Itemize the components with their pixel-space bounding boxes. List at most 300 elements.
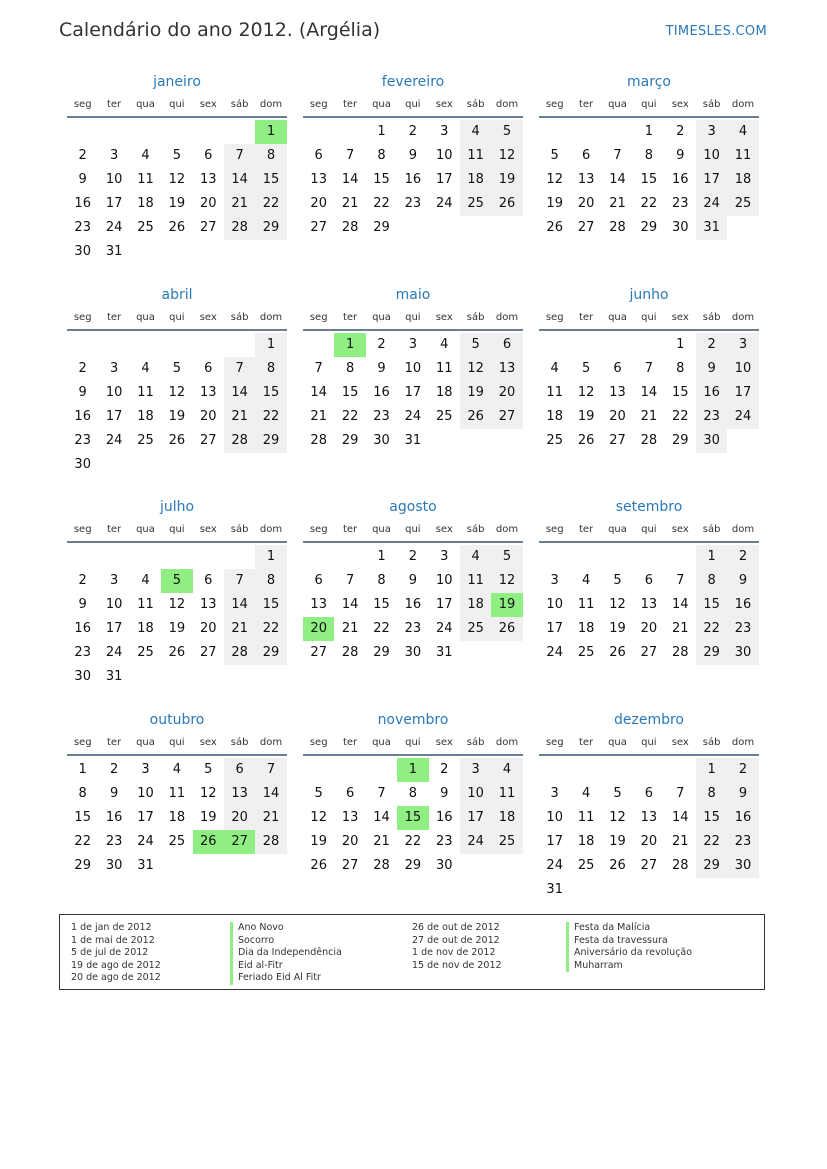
day-cell: 1 [696,545,727,569]
week-row [67,617,287,641]
day-cell: 7 [676,573,685,588]
day-cell: 10 [460,782,491,806]
weekday-label: sex [671,99,689,110]
day-cell: 9 [78,597,87,612]
weekday-header [67,734,287,756]
week-row [539,333,759,357]
week-row [67,665,287,689]
empty-day-cell [224,240,255,264]
weekday-header [303,96,523,118]
day-cell: 6 [204,573,213,588]
month-title: abril [161,287,193,303]
day-cell: 30 [727,641,758,665]
day-cell: 19 [577,409,595,424]
empty-day-cell [429,216,460,240]
weekday-label: qui [405,737,421,748]
weekday-label: qui [169,524,185,535]
day-cell: 27 [640,645,658,660]
weekday-label: qua [136,524,155,535]
day-cell: 4 [581,573,591,588]
legend-holiday-name: Aniversário da revolução [566,947,692,960]
day-cell: 28 [341,220,359,235]
empty-day-cell [98,333,129,357]
day-cell: 15 [74,810,91,825]
day-cell: 15 [397,806,428,830]
day-cell: 9 [408,573,417,588]
day-cell: 12 [609,597,626,612]
day-cell: 24 [546,645,563,660]
legend-holiday-name: Feriado Eid Al Fitr [230,972,342,985]
week-row [67,216,287,240]
weekday-label: dom [495,99,519,110]
week-row [303,168,523,192]
day-cell: 12 [546,172,563,187]
day-cell: 19 [168,621,186,636]
week-row [539,617,759,641]
empty-day-cell [130,333,161,357]
empty-day-cell [491,429,522,453]
day-cell: 31 [105,244,123,259]
day-cell: 16 [404,597,422,612]
day-cell: 6 [224,758,255,782]
day-cell: 24 [435,621,453,636]
empty-day-cell [193,453,224,477]
legend-date: 1 de mai de 2012 [71,934,155,946]
week-row [67,405,287,429]
day-cell: 27 [640,858,658,873]
empty-day-cell [130,545,161,569]
empty-day-cell [193,120,224,144]
week-row [67,429,287,453]
month-fevereiro [303,72,523,240]
day-cell: 13 [199,172,217,187]
day-cell: 30 [671,220,689,235]
day-cell: 11 [727,144,758,168]
weekday-label: sex [199,99,217,110]
day-cell: 1 [377,124,386,139]
day-cell: 30 [404,645,422,660]
day-cell: 11 [577,810,595,825]
day-cell: 20 [303,617,334,641]
weekday-label: dom [259,524,283,535]
week-row [67,192,287,216]
weekday-label: ter [342,312,358,323]
empty-day-cell [161,333,192,357]
week-row [539,569,759,593]
day-cell: 4 [550,361,559,376]
weekday-label: qua [136,312,155,323]
day-cell: 14 [255,782,286,806]
weekday-label: ter [106,524,122,535]
weekday-label: qui [641,524,657,535]
weekday-label: dom [495,524,519,535]
day-cell: 4 [727,120,758,144]
month-outubro [67,710,287,878]
day-cell: 5 [460,333,491,357]
day-cell: 10 [546,597,563,612]
day-cell: 29 [640,220,658,235]
weekday-label: ter [342,737,358,748]
week-row [303,333,523,357]
weekday-label: seg [309,737,328,748]
day-cell: 18 [577,621,595,636]
day-cell: 2 [676,124,685,139]
empty-day-cell [161,665,192,689]
day-cell: 11 [168,786,186,801]
day-cell: 22 [373,621,390,636]
legend-holiday-name: Festa da travessura [566,935,692,948]
week-row [539,593,759,617]
day-cell: 1 [78,762,87,777]
holiday-legend [59,914,765,990]
legend-holiday-name: Muharram [566,960,692,973]
empty-day-cell [224,453,255,477]
empty-day-cell [130,665,161,689]
day-cell: 28 [640,433,658,448]
day-cell: 24 [546,858,563,873]
weekday-label: sáb [702,737,721,748]
day-cell: 20 [491,381,522,405]
day-cell: 21 [255,806,286,830]
day-cell: 13 [199,597,217,612]
day-cell: 30 [696,429,727,453]
day-cell: 8 [345,361,355,376]
day-cell: 29 [74,858,91,873]
day-cell: 11 [546,385,563,400]
empty-day-cell [696,878,727,902]
day-cell: 29 [696,854,727,878]
day-cell: 9 [696,357,727,381]
day-cell: 4 [141,361,150,376]
day-cell: 5 [613,786,622,801]
empty-day-cell [161,453,192,477]
day-cell: 15 [373,172,390,187]
day-cell: 9 [440,786,449,801]
empty-day-cell [539,758,570,782]
day-cell: 1 [255,333,286,357]
day-cell: 17 [105,409,123,424]
weekday-label: sex [199,737,217,748]
day-cell: 16 [727,806,758,830]
day-cell: 13 [577,172,595,187]
day-cell: 18 [460,593,491,617]
day-cell: 3 [550,573,559,588]
empty-day-cell [193,665,224,689]
week-row [303,405,523,429]
day-cell: 6 [314,148,323,163]
month-setembro [539,497,759,665]
day-cell: 19 [609,834,626,849]
day-cell: 10 [105,597,123,612]
day-cell: 14 [341,597,359,612]
day-cell: 29 [404,858,422,873]
empty-day-cell [491,854,522,878]
day-cell: 13 [199,385,217,400]
month-title: agosto [389,499,437,515]
week-row [67,854,287,878]
day-cell: 25 [460,617,491,641]
day-cell: 2 [78,361,87,376]
legend-names-left [230,922,342,985]
day-cell: 8 [696,569,727,593]
week-row [67,806,287,830]
weekday-label: qua [608,99,627,110]
weekday-label: sáb [230,737,249,748]
week-row [303,782,523,806]
day-cell: 7 [345,148,355,163]
weekday-label: sex [435,737,453,748]
day-cell: 14 [373,810,390,825]
day-cell: 3 [440,124,449,139]
day-cell: 30 [373,433,390,448]
day-cell: 23 [105,834,123,849]
empty-day-cell [633,545,664,569]
day-cell: 18 [137,621,154,636]
day-cell: 16 [696,381,727,405]
empty-day-cell [303,333,334,357]
legend-holiday-name: Festa da Malícia [566,922,692,935]
day-cell: 28 [224,429,255,453]
week-row [67,569,287,593]
empty-day-cell [633,758,664,782]
day-cell: 5 [550,148,559,163]
day-cell: 17 [435,597,453,612]
week-row [67,782,287,806]
weekday-label: ter [342,524,358,535]
day-cell: 6 [581,148,591,163]
day-cell: 16 [671,172,689,187]
day-cell: 16 [74,196,91,211]
month-janeiro [67,72,287,264]
week-row [539,429,759,453]
empty-day-cell [491,641,522,665]
day-cell: 2 [109,762,119,777]
day-cell: 1 [334,333,365,357]
legend-date: 5 de jul de 2012 [71,947,149,958]
empty-day-cell [460,216,491,240]
empty-day-cell [633,878,664,902]
empty-day-cell [570,878,601,902]
week-row [303,806,523,830]
day-cell: 13 [224,782,255,806]
month-title: outubro [149,712,205,728]
day-cell: 28 [310,433,327,448]
week-row [303,545,523,569]
day-cell: 30 [74,669,91,684]
week-row [303,192,523,216]
day-cell: 22 [255,192,286,216]
day-cell: 22 [255,617,286,641]
day-cell: 25 [137,645,154,660]
weekday-label: sáb [702,99,721,110]
month-dezembro [539,710,759,902]
week-row [67,333,287,357]
empty-day-cell [98,545,129,569]
legend-date: 1 de jan de 2012 [71,922,152,933]
weekday-label: sáb [466,737,485,748]
day-cell: 18 [168,810,186,825]
week-row [303,144,523,168]
day-cell: 5 [172,361,181,376]
day-cell: 27 [199,433,217,448]
weekday-label: qua [372,524,391,535]
weekday-label: seg [545,737,564,748]
empty-day-cell [633,333,664,357]
day-cell: 13 [491,357,522,381]
day-cell: 22 [696,617,727,641]
empty-day-cell [303,120,334,144]
site-logo-link[interactable]: TIMESLES.COM [665,24,767,39]
legend-names-right [566,922,692,972]
empty-day-cell [224,120,255,144]
day-cell: 26 [310,858,327,873]
week-row [303,758,523,782]
week-row [67,830,287,854]
empty-day-cell [570,545,601,569]
empty-day-cell [491,216,522,240]
day-cell: 19 [491,168,522,192]
weekday-label: sex [199,524,217,535]
month-abril [67,285,287,477]
weekday-label: ter [342,99,358,110]
day-cell: 6 [204,361,213,376]
day-cell: 4 [141,148,150,163]
day-cell: 25 [137,220,154,235]
week-row [67,545,287,569]
empty-day-cell [570,758,601,782]
day-cell: 2 [78,148,87,163]
day-cell: 21 [310,409,327,424]
day-cell: 15 [255,168,286,192]
day-cell: 20 [341,834,359,849]
day-cell: 22 [671,409,689,424]
weekday-label: seg [73,524,92,535]
weekday-label: sex [671,524,689,535]
weekday-label: qua [608,524,627,535]
legend-date: 19 de ago de 2012 [71,959,161,971]
empty-day-cell [460,429,491,453]
week-row [67,381,287,405]
day-cell: 20 [609,409,626,424]
week-row [67,240,287,264]
month-title: março [627,74,671,90]
day-cell: 10 [546,810,563,825]
empty-day-cell [255,240,286,264]
day-cell: 28 [255,830,286,854]
weekday-header [539,521,759,543]
legend-date: 20 de ago de 2012 [71,972,161,983]
day-cell: 13 [609,385,626,400]
day-cell: 14 [224,168,255,192]
day-cell: 27 [199,220,217,235]
day-cell: 30 [74,244,91,259]
day-cell: 3 [696,120,727,144]
legend-holiday-name: Ano Novo [230,922,342,935]
weekday-label: dom [731,737,755,748]
weekday-label: qua [372,99,391,110]
day-cell: 17 [404,385,422,400]
weekday-label: qui [169,312,185,323]
day-cell: 3 [141,762,150,777]
day-cell: 24 [435,196,453,211]
day-cell: 28 [671,858,689,873]
week-row [539,806,759,830]
day-cell: 2 [696,333,727,357]
day-cell: 12 [491,569,522,593]
day-cell: 17 [546,621,563,636]
day-cell: 26 [609,858,626,873]
empty-day-cell [727,216,758,240]
day-cell: 1 [255,120,286,144]
weekday-header [67,521,287,543]
weekday-label: ter [106,99,122,110]
weekday-label: sex [435,99,453,110]
day-cell: 6 [204,148,213,163]
day-cell: 16 [404,172,422,187]
empty-day-cell [130,453,161,477]
day-cell: 31 [696,216,727,240]
day-cell: 31 [137,858,154,873]
week-row [539,144,759,168]
weekday-label: sex [435,312,453,323]
day-cell: 13 [310,597,327,612]
day-cell: 23 [74,433,91,448]
empty-day-cell [193,854,224,878]
day-cell: 23 [435,834,453,849]
day-cell: 26 [168,645,186,660]
day-cell: 24 [105,645,123,660]
day-cell: 7 [255,758,286,782]
day-cell: 10 [105,385,123,400]
day-cell: 7 [314,361,323,376]
day-cell: 17 [546,834,563,849]
day-cell: 28 [609,220,626,235]
empty-day-cell [665,878,696,902]
month-title: fevereiro [381,74,445,90]
empty-day-cell [224,333,255,357]
day-cell: 14 [310,385,327,400]
day-cell: 29 [373,220,390,235]
day-cell: 16 [727,593,758,617]
month-title: julho [159,499,195,515]
day-cell: 29 [255,641,286,665]
day-cell: 11 [435,361,453,376]
weekday-label: dom [731,524,755,535]
day-cell: 11 [460,569,491,593]
week-row [303,120,523,144]
day-cell: 3 [109,148,119,163]
day-cell: 4 [172,762,181,777]
day-cell: 7 [224,357,255,381]
week-row [303,854,523,878]
empty-day-cell [255,854,286,878]
day-cell: 21 [609,196,626,211]
week-row [67,758,287,782]
day-cell: 22 [640,196,658,211]
day-cell: 23 [74,645,91,660]
day-cell: 21 [341,196,359,211]
week-row [303,593,523,617]
week-row [303,617,523,641]
day-cell: 5 [613,573,622,588]
day-cell: 1 [397,758,428,782]
weekday-header [303,309,523,331]
day-cell: 20 [310,196,327,211]
day-cell: 8 [377,148,386,163]
day-cell: 20 [199,409,217,424]
empty-day-cell [224,665,255,689]
day-cell: 19 [460,381,491,405]
